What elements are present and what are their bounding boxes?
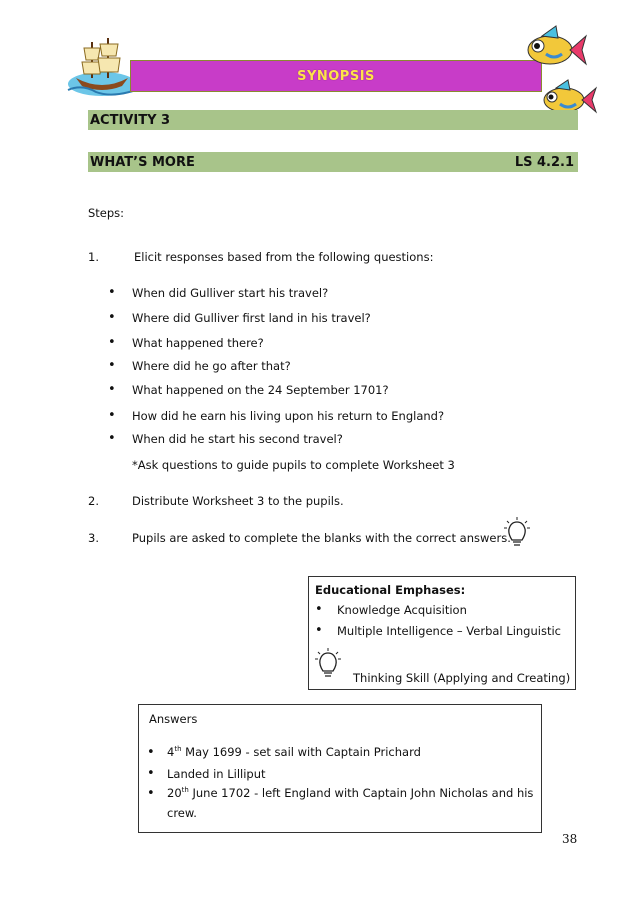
answer-item [167,786,533,800]
question-item: Where did Gulliver first land in his travel? [132,311,371,325]
steps-label: Steps: [88,206,125,220]
bullet-icon: • [108,358,116,373]
bullet-icon: • [108,335,116,350]
answer-item [167,745,421,759]
lightbulb-icon [504,516,530,548]
step1-text: Elicit responses based from the following questions: [134,250,434,264]
question-item: Where did he go after that? [132,359,291,373]
bullet-icon: • [108,285,116,300]
whats-more-label: WHAT’S MORE [90,154,195,170]
answer-number: 4 [167,745,175,759]
answers-title: Answers [149,712,198,726]
step3-number: 3. [88,531,99,545]
thinking-skill: Thinking Skill (Applying and Creating) [353,671,571,685]
bullet-icon: • [315,623,323,638]
answer-text: May 1699 - set sail with Captain Prichard [181,745,421,759]
bullet-icon: • [315,602,323,617]
bullet-icon: • [147,766,155,781]
bullet-icon: • [147,745,155,760]
question-item: How did he earn his living upon his return to England? [132,409,445,423]
lightbulb-icon [315,647,341,679]
emphasis-item: Multiple Intelligence – Verbal Linguistic [337,624,561,638]
step2-text: Distribute Worksheet 3 to the pupils. [132,494,344,508]
bullet-icon: • [108,310,116,325]
activity-bar [88,110,578,130]
whats-more-bar [88,152,578,172]
bullet-icon: • [108,431,116,446]
emphases-title: Educational Emphases: [315,583,466,597]
lesson-code: LS 4.2.1 [514,154,574,170]
banner-title: SYNOPSIS [297,68,375,84]
ordinal-suffix: th [174,745,182,754]
step1-number: 1. [88,250,99,264]
bullet-icon: • [108,408,116,423]
question-item: What happened there? [132,336,264,350]
answer-item: Landed in Lilliput [167,767,266,781]
activity-label: ACTIVITY 3 [90,112,171,128]
educational-emphases-box [308,576,576,690]
emphasis-item: Knowledge Acquisition [337,603,467,617]
ordinal-suffix: th [181,786,189,795]
step3-text: Pupils are asked to complete the blanks with the correct answers. [132,531,511,545]
bullet-icon: • [108,382,116,397]
answer-number: 20 [167,786,182,800]
question-item: When did Gulliver start his travel? [132,286,329,300]
fish-icon [522,24,588,74]
step1-note: *Ask questions to guide pupils to complete Worksheet 3 [132,458,455,472]
question-item: When did he start his second travel? [132,432,343,446]
answer-text: June 1702 - left England with Captain John Nicholas and his [188,786,534,800]
answer-continuation: crew. [167,806,197,820]
page-number: 38 [562,832,578,846]
bullet-icon: • [147,786,155,801]
synopsis-banner [130,60,542,92]
question-item: What happened on the 24 September 1701? [132,383,389,397]
answers-box [138,704,542,833]
step2-number: 2. [88,494,99,508]
